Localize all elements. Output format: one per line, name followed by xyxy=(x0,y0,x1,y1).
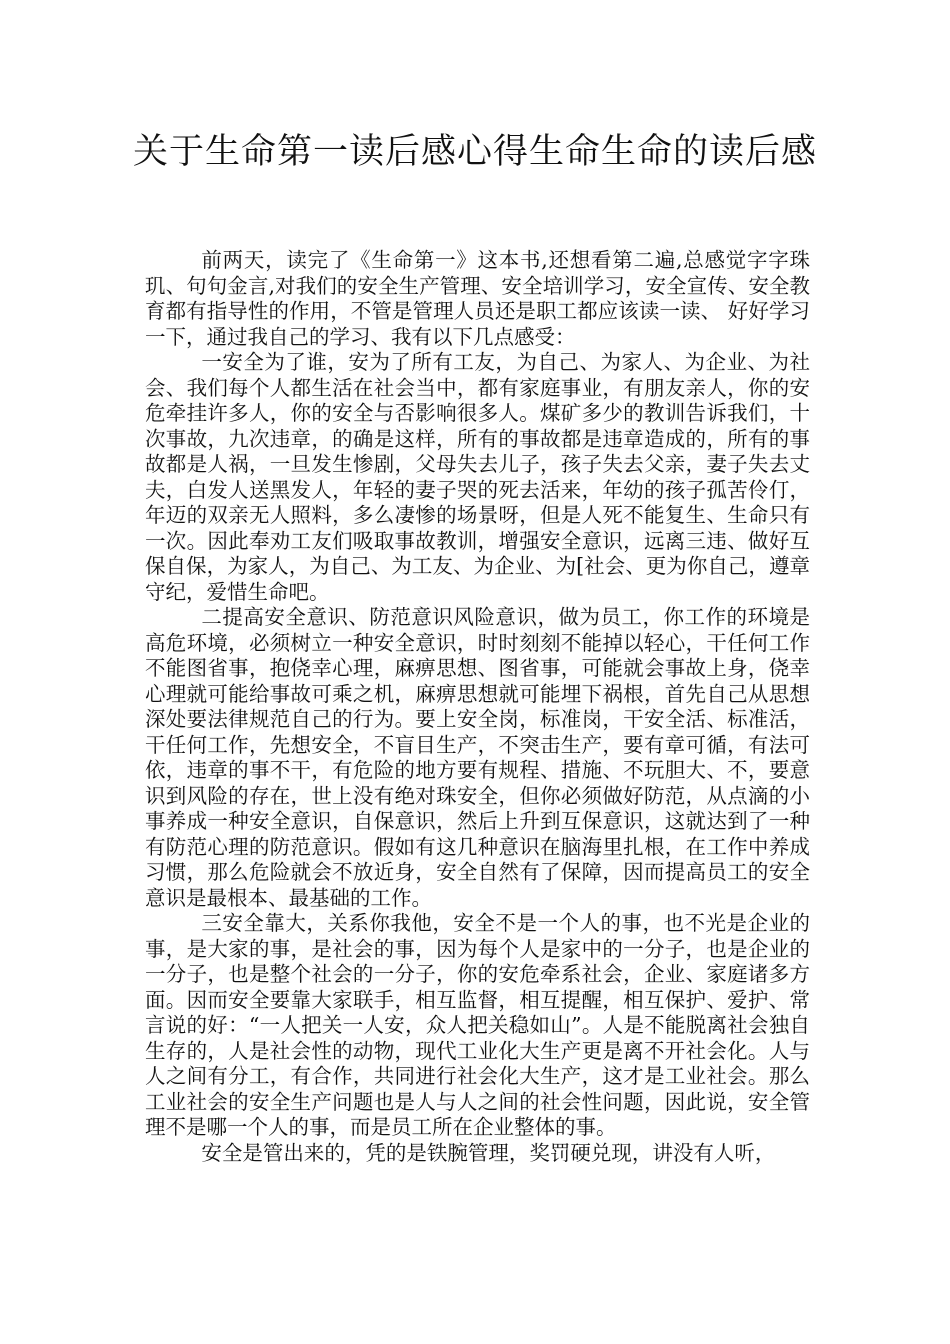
paragraph-safety-awareness: 二提高安全意识、防范意识风险意识，做为员工，你工作的环境是高危环境，必须树立一种安全意识，时时刻刻不能掉以轻心，干任何工作不能图省事，抱侥幸心理，麻痹思想、图省事，可能就会事故上身，侥幸心理就可能给事故可乘之机，麻痹思想就可能埋下祸根，首先自己从思想深处要法律规范自己的行为。要上安全岗，标准岗，干安全活、标准活，干任何工作，先想安全，不盲目生产，不突击生产，要有章可循，有法可依，违章的事不干，有危险的地方要有规程、措施、不玩胆大、不，要意识到风险的存在，世上没有绝对珠安全，但你必须做好防范，从点滴的小事养成一种安全意识，自保意识，然后上升到互保意识，这就达到了一种有防范心理的防范意识。假如有这几种意识在脑海里扎根，在工作中养成习惯，那么危险就会不放近身，安全自然有了保障，因而提高员工的安全意识是最根本、最基础的工作。 xyxy=(145,605,810,910)
paragraph-intro: 前两天，读完了《生命第一》这本书,还想看第二遍,总感觉字字珠玑、句句金言,对我们的安全生产管理、安全培训学习，安全宣传、安全教育都有指导性的作用，不管是管理人员还是职工都应该读一读、 好好学习一下，通过我自己的学习、我有以下几点感受： xyxy=(145,248,810,349)
document-body xyxy=(145,248,810,1166)
paragraph-safety-for-whom: 一安全为了谁，安为了所有工友，为自己、为家人、为企业、为社会、我们每个人都生活在社会当中，都有家庭事业，有朋友亲人，你的安危牵挂许多人，你的安全与否影响很多人。煤矿多少的教训告诉我们，十次事故，九次违章，的确是这样，所有的事故都是违章造成的，所有的事故都是人祸，一旦发生惨剧，父母失去儿子，孩子失去父亲，妻子失去丈夫，白发人送黑发人，年轻的妻子哭的死去活来，年幼的孩子孤苦伶仃，年迈的双亲无人照料，多么凄惨的场景呀，但是人死不能复生、生命只有一次。因此奉劝工友们吸取事故教训，增强安全意识，远离三违、做好互保自保，为家人，为自己、为工友、为企业、为[社会、更为你自己，遵章守纪，爱惜生命吧。 xyxy=(145,350,810,604)
paragraph-safety-together: 三安全靠大，关系你我他，安全不是一个人的事，也不光是企业的事，是大家的事，是社会的事，因为每个人是家中的一分子，也是企业的一分子，也是整个社会的一分子，你的安危牵系社会，企业、家庭诸多方面。因而安全要靠大家联手，相互监督，相互提醒，相互保护、爱护、常言说的好：“一人把关一人安，众人把关稳如山”。人是不能脱离社会独自生存的，人是社会性的动物，现代工业化大生产更是离不开社会化。人与人之间有分工，有合作，共同进行社会化大生产，这才是工业社会。那么工业社会的安全生产问题也是人与人之间的社会性问题，因此说，安全管理不是哪一个人的事，而是员工所在企业整体的事。 xyxy=(145,911,810,1139)
document-title: 关于生命第一读后感心得生命生命的读后感 xyxy=(132,132,817,172)
paragraph-safety-management: 安全是管出来的，凭的是铁腕管理，奖罚硬兑现，讲没有人听， xyxy=(201,1140,776,1165)
